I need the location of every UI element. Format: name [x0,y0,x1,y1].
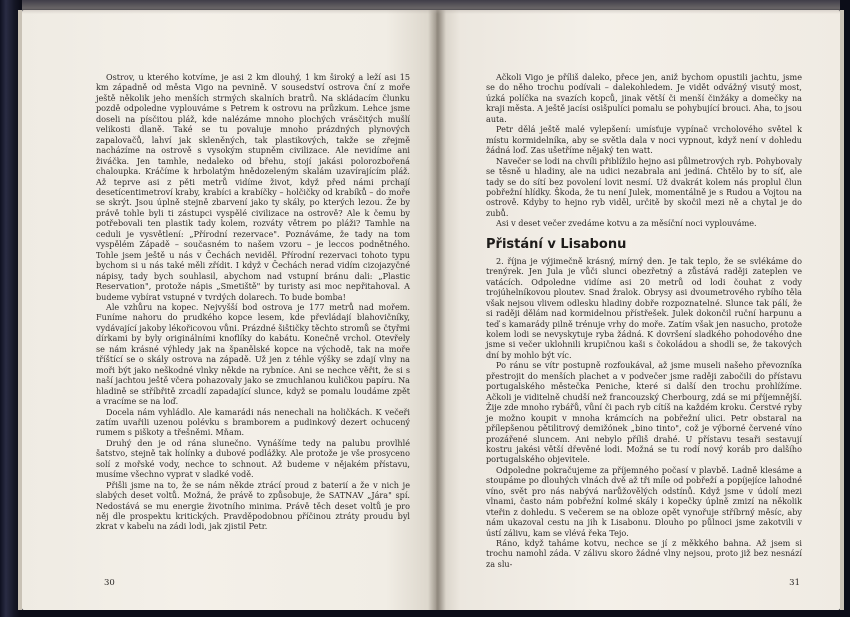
paragraph: 2. října je výjimečně krásný, mírný den. Je tak teplo, že se svlékáme do trenýrek. Jen Jula je vůči slunci obezřetný a zůstává raději zateplen ve vatácích. Odpoledne vidíme asi 20 metrů od lodi čouhat z vody trojúhelníkovou ploutev. Snad žralok. Obrysy asi dvoumetrového rybího těla však nejsou vlivem odlesku hladiny dobře rozpoznatelné. Slunce tak pálí, že si raději dělám nad kormidelnou přístřešek. Julek dokončil ruční harpunu a teď s kamarády pilně trénuje vrhy do moře. Zatím však jen nasucho, protože kolem lodi se nevyskytuje ryba žádná. K dovršení sladkého pohodového dne jsme si večer uklohnili krupičnou kaši s čokoládou a shodli se, že takových dní by mohlo být víc. [486,255,802,360]
book-gutter [428,10,446,610]
right-page-edge [840,10,844,610]
page-number-left: 30 [104,578,115,588]
left-page-text [96,72,410,532]
paragraph: Docela nám vyhládlo. Ale kamarádi nás nenechali na holičkách. K večeři zatím uvařili uzenou polévku s bramborem a pudinkový dezert ochucený rumem s piškoty a třešněmi. Mňam. [96,406,410,438]
left-page [22,10,436,610]
right-page-text [486,72,802,569]
paragraph: Přišli jsme na to, že se nám někde ztrácí proud z baterií a že v nich je slabých deset voltů. Možná, že právě to způsobuje, že SATNAV „Jára" spí. Nedostává se mu energie životního minima. Právě těch deset voltů je pro něj dle prospektu kritických. Pravděpodobnou příčinou ztráty proudu byl zkrat v kabelu na zádi lodi, jak zjistil Petr. [96,479,410,532]
paragraph: Odpoledne pokračujeme za příjemného počasí v plavbě. Ladně klesáme a stoupáme po dlouhých vlnách dvě až tři míle od pobřeží a popíjejíce lahodné víno, svět pro nás nabývá narůžovělých odstínů. Když jsme v údolí mezi vlnami, často nám pobřežní kolmé skály i kopečky úplně zmizí na několik vteřin z dohledu. S večerem se na obloze opět vynořuje stříbrný měsíc, aby nám ukazoval cestu na jih k Lisabonu. Dlouho po půlnoci jsme zakotvili v ústí zálivu, kam se vlévá řeka Tejo. [486,464,802,538]
paragraph: Druhý den je od rána slunečno. Vynášíme tedy na palubu provlhlé šatstvo, stejně tak holínky a dubové podlážky. Ale protože je vše prosyceno solí z mořské vody, nechce to schnout. Až budeme v nějakém přístavu, musíme všechno vyprat v sladké vodě. [96,437,410,480]
paragraph: Ale vzhůru na kopec. Nejvyšší bod ostrova je 177 metrů nad mořem. Funíme nahoru do prudkého kopce lesem, kde převládají blahovičníky, vydávající jakoby lékořicovou vůni. Prázdné šištičky těchto stromů se čtyřmi dírkami by byly originálními knoflíky do kabátu. Konečně vrchol. Otevřely se nám krásné výhledy jak na španělské kopce na východě, tak na moře tříštící se o skály ostrova na západě. Už jen z téhle výšky se zdají vlny na moři být jako neškodné vlnky někde na rybníce. Ani se nechce věřit, že si s naší jachtou ještě včera pohazovaly jako se zmuchlanou kuličkou papíru. Na hladině se stříbřitě zrcadlí zapadající slunce, když se pomalu loudáme zpět a vracíme se na loď. [96,301,410,407]
page-number-right: 31 [789,578,800,588]
top-shadow [22,0,840,14]
paragraph: Petr dělá ještě malé vylepšení: umísťuje vypínač vrcholového světel k místu kormidelníka, aby se světla dala v noci vypnout, když není v dohledu žádná loď. Zas ušetříme nějaký ten watt. [486,124,802,156]
paragraph: Asi v deset večer zvedáme kotvu a za měsíční noci vyplouváme. [496,218,757,229]
paragraph: Ačkoli Vigo je příliš daleko, přece jen, aniž bychom opustili jachtu, jsme se do něho trochu podívali – dalekohledem. Je vidět odvážný visutý most, úzká políčka na svazích kopců, jinak větší či menší činžáky a domečky na kraji města. A ještě jacísi osišpulíci pomalu se pohybující brouci. Aha, to jsou auta. [486,72,802,124]
paragraph: Ostrov, u kterého kotvíme, je asi 2 km dlouhý, 1 km široký a leží asi 15 km západně od města Vigo na pevnině. V sousedství ostrova ční z moře ještě několik jeho menších strmých skalních bratrů. Na skládacím člunku pozdě odpoledne vyplouváme s Petrem k ostrovu na průzkum. Lehce jsme doseli na písčitou pláž, kde nalézáme mnoho plochých vrásčitých mušlí velikosti dlaně. Také se tu povaluje mnoho prázdných plynových zapalovačů, lahví jak skleněných, tak plastikových, takže se zřejmě nacházíme na ostrově s vysokým stupněm civilizace. Ale nevidíme ani živáčka. Jen tamhle, nedaleko od břehu, stojí jakási polorozbořená chaloupka. Kráčíme k hrbolatým hnědozeleným skalám uzavírajícím pláž. Až teprve asi z pěti metrů vidíme život, když před námi prchají desetícentimetroví kraby, krabíci a krabíčky – holčičky od krabíků – do moře se skrýt. Jsou úplně stejně zbarvení jako ty skály, po kterých lezou. Že by právě tohle byli ti zástupci vyspělé civilizace na ostrově? Ale k čemu by potřebovali ten plastik tady kolem, rozváty větrem po pláži? Tamhle na ceduli je vysvětlení: „Přírodní rezervace". Poznáváme, že tady na tom vyspělém Západě – současném to našem vzoru – je leccos podnětného. Tohle jsem ještě u nás v Čechách neviděl. Přírodní rezervaci tohoto typu bychom si u nás také měli zřídit. I když v Čechách nerad vidím cizojazyčné nápisy, tady bych souhlasil, abychom nad vstupní bránu dali: „Plastic Reservation", protože nápis „Smetiště" by turisty asi moc nepřitahoval. A budeme vybírat vstupné v tvrdých dolarech. To bude bomba! [96,72,410,302]
chapter-heading: Přistání v Lisabonu [486,236,627,252]
paragraph: Ráno, když taháme kotvu, nechce se jí z měkkého bahna. Až jsem si trochu namohl záda. V zálivu skoro žádné vlny nejsou, proto již bez nesnází za slu- [486,538,802,569]
paragraph: Navečer se lodi na chvíli přiblížilo hejno asi půlmetrových ryb. Pohybovaly se těsně u hladiny, ale na udici nezabrala ani jediná. Chtělo by to síť, ale tady se do sítí bez povolení lovit nesmí. Už dvakrát kolem nás proplul člun pobřežní hlídky. Škoda, že tu není Julek, momentálně je s Rudou a Vojtou na ostrově. Kdyby to hejno ryb viděl, určitě by skočil mezi ně a chytal je do zubů. [486,155,802,218]
right-page [436,10,840,610]
paragraph: Po ránu se vítr postupně rozfoukával, až jsme museli našeho převozníka přestrojit do menších plachet a v podvečer jsme raději zabočili do přístavu portugalského městečka Peniche, které si další den trochu prohlížíme. Ačkoli je viditelně chudší než francouzský Cherbourg, zdá se mi příjemnější. Žije zde mnoho rybářů, vůní či pach ryb cítíš na každém kroku. Čerstvé ryby je možno koupit v mnoha krámcích na pobřežní ulici. Petr obstaral na přílepšenou pětilitrový demižónek „bino tinto", což je výborné červené víno prozářené sluncem. Ani nebylo příliš drahé. U přístavu tesaři sestavují kostru jakési větší dřevěné lodi. Možná se tu rodí nový koráb pro dalšího portugalského objevitele. [486,360,802,465]
